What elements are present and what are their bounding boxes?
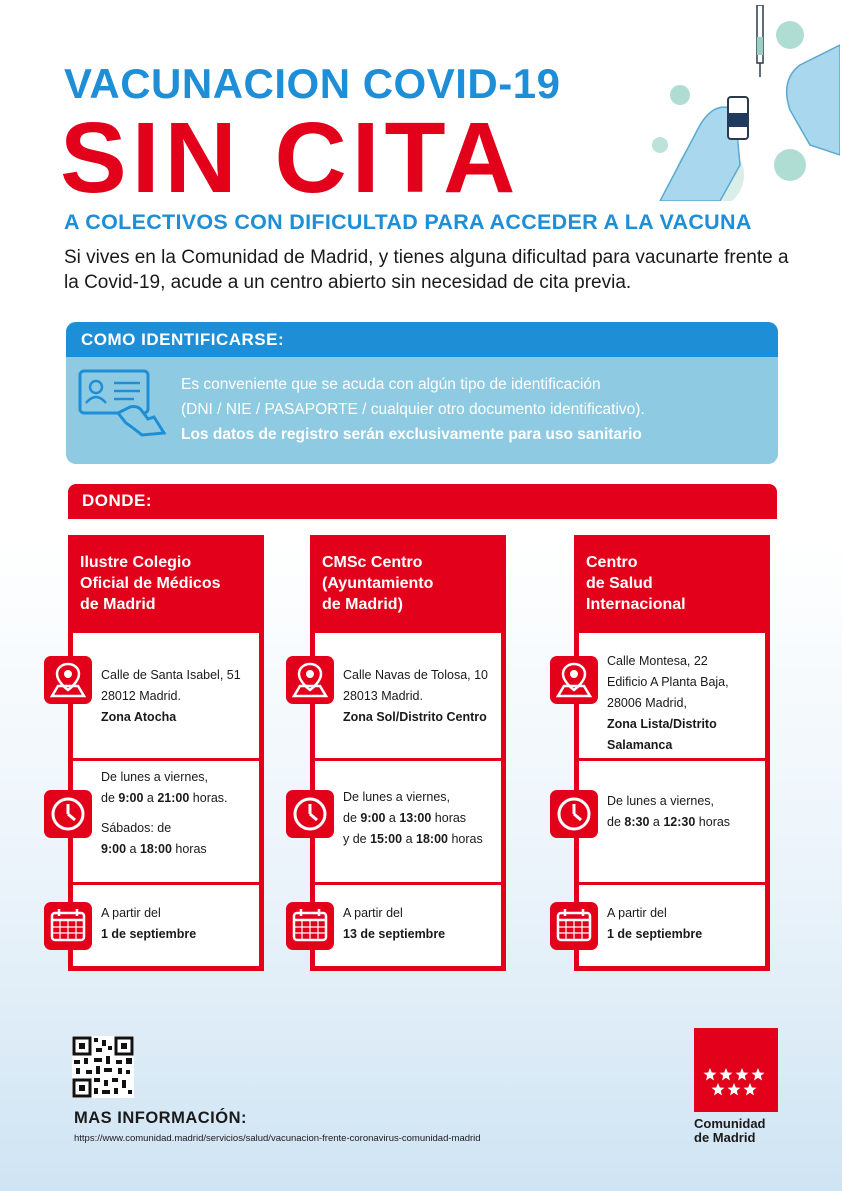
start-date-text [607, 903, 702, 945]
more-info-heading: MAS INFORMACIÓN: [74, 1109, 247, 1127]
center-name-line: de Madrid) [322, 596, 403, 613]
subtitle: A COLECTIVOS CON DIFICULTAD PARA ACCEDER A LA VACUNA [64, 210, 752, 234]
logo-line: de Madrid [694, 1130, 756, 1145]
clock-icon [286, 790, 334, 838]
title-top: VACUNACION COVID-19 [64, 60, 561, 107]
center-name-line: Centro [586, 554, 638, 571]
center-name-line: CMSc Centro [322, 554, 423, 571]
start-date-section [73, 885, 259, 971]
start-date: 1 de septiembre [607, 927, 703, 941]
calendar-icon [286, 902, 334, 950]
start-label: A partir del [101, 906, 161, 920]
start-date-section [315, 885, 501, 971]
address-text [101, 665, 241, 728]
more-info-link[interactable]: https://www.comunidad.madrid/servicios/salud/vacunacion-frente-coronavirus-comunidad-madrid [74, 1133, 481, 1144]
hours-line: de 9:00 a 13:00 horas [343, 811, 467, 825]
center-name-line: (Ayuntamiento [322, 575, 434, 592]
center-card-3 [574, 535, 770, 971]
clock-icon [44, 790, 92, 838]
center-body [310, 633, 506, 971]
comunidad-madrid-stars-logo [694, 1028, 778, 1112]
center-name-line: Oficial de Médicos [80, 575, 221, 592]
zone-label: Zona Atocha [101, 710, 177, 724]
hours-line: De lunes a viernes, [101, 770, 209, 784]
identification-heading: COMO IDENTIFICARSE: [66, 322, 778, 357]
address-section [579, 633, 765, 761]
hours-section [315, 761, 501, 885]
address-line: Calle Montesa, 22 [607, 654, 708, 668]
address-line: 28012 Madrid. [101, 689, 181, 703]
start-date: 13 de septiembre [343, 927, 446, 941]
saturday-line: Sábados: de [101, 821, 172, 835]
address-line: Edificio A Planta Baja, [607, 675, 729, 689]
center-name-line: Internacional [586, 596, 686, 613]
qr-code-icon[interactable] [72, 1036, 134, 1098]
center-card-1 [68, 535, 264, 971]
center-name [68, 535, 264, 633]
address-line: 28013 Madrid. [343, 689, 423, 703]
calendar-icon [550, 902, 598, 950]
address-section [315, 633, 501, 761]
center-name-line: de Salud [586, 575, 653, 592]
identification-text [181, 372, 771, 447]
id-card-hand-icon [78, 367, 168, 437]
center-card-2 [310, 535, 506, 971]
saturday-hours-line: 9:00 a 18:00 horas [101, 842, 207, 856]
center-name [310, 535, 506, 633]
intro-text: Si vives en la Comunidad de Madrid, y tienes alguna dificultad para vacunarte frente a la Covid-19, acude a un centro abierto sin necesidad de cita previa. [64, 247, 789, 293]
page-title: SIN CITA [60, 102, 521, 214]
address-line: Calle Navas de Tolosa, 10 [343, 668, 488, 682]
zone-label: Salamanca [607, 738, 673, 752]
logo-line: Comunidad [694, 1116, 766, 1131]
address-line: Calle de Santa Isabel, 51 [101, 668, 241, 682]
hours-text [343, 787, 483, 850]
location-pin-icon [550, 656, 598, 704]
donde-heading: DONDE: [68, 484, 777, 519]
zone-label: Zona Sol/Distrito Centro [343, 710, 487, 724]
vaccine-gloves-illustration [640, 5, 840, 201]
center-body [574, 633, 770, 971]
hours-line: y de 15:00 a 18:00 horas [343, 832, 483, 846]
center-name-line: de Madrid [80, 596, 156, 613]
hours-section [73, 761, 259, 885]
hours-text [101, 767, 228, 860]
calendar-icon [44, 902, 92, 950]
hours-line: De lunes a viernes, [343, 790, 451, 804]
start-label: A partir del [343, 906, 403, 920]
center-name-line: Ilustre Colegio [80, 554, 192, 571]
identification-box [66, 322, 778, 464]
address-text [343, 665, 488, 728]
hours-text [607, 791, 730, 833]
identification-line-3: Los datos de registro serán exclusivamente para uso sanitario [181, 426, 642, 443]
clock-icon [550, 790, 598, 838]
address-line: 28006 Madrid, [607, 696, 687, 710]
hours-section [579, 761, 765, 885]
location-pin-icon [286, 656, 334, 704]
start-date: 1 de septiembre [101, 927, 197, 941]
start-label: A partir del [607, 906, 667, 920]
hours-line: de 9:00 a 21:00 horas. [101, 791, 228, 805]
center-name [574, 535, 770, 633]
center-body [68, 633, 264, 971]
comunidad-madrid-wordmark [694, 1117, 794, 1145]
address-section [73, 633, 259, 761]
address-text [607, 651, 729, 756]
identification-line-1: Es conveniente que se acuda con algún tipo de identificación [181, 376, 601, 393]
start-date-section [579, 885, 765, 971]
identification-line-2: (DNI / NIE / PASAPORTE / cualquier otro documento identificativo). [181, 401, 645, 418]
zone-label: Zona Lista/Distrito [607, 717, 717, 731]
hours-line: De lunes a viernes, [607, 794, 715, 808]
hours-line: de 8:30 a 12:30 horas [607, 815, 731, 829]
location-pin-icon [44, 656, 92, 704]
start-date-text [101, 903, 196, 945]
start-date-text [343, 903, 445, 945]
